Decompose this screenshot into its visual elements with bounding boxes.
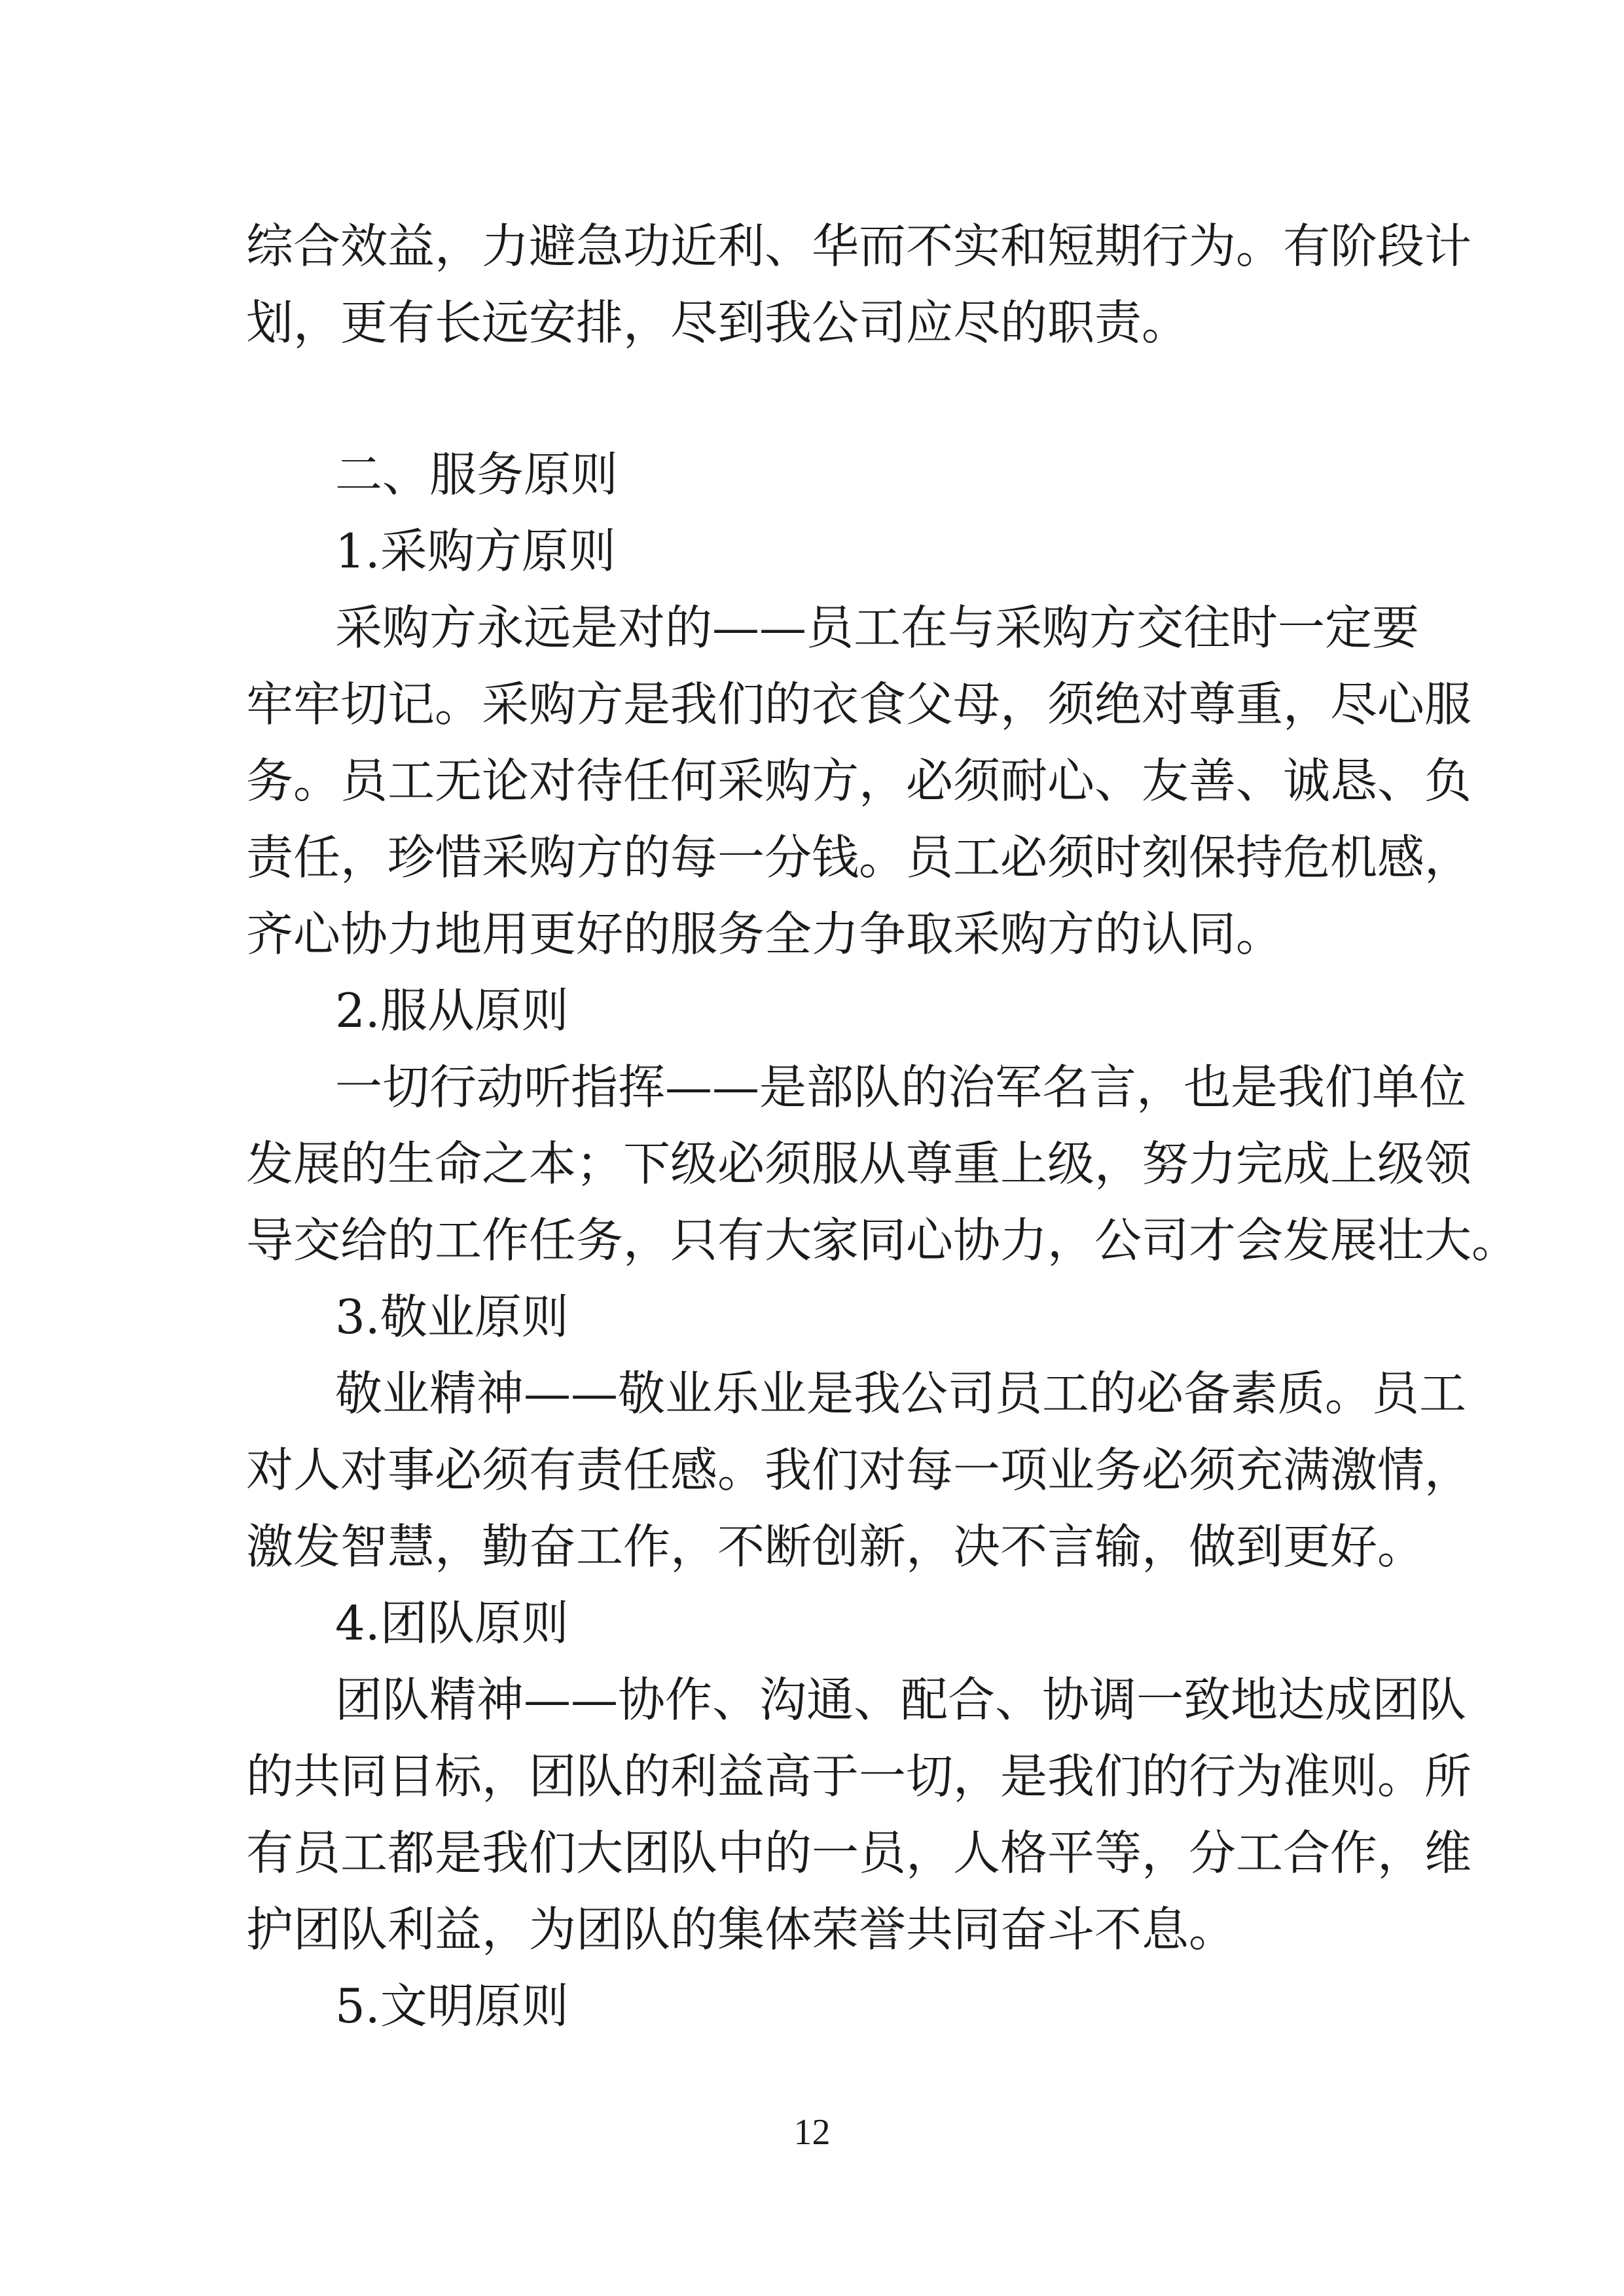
page-number: 12: [793, 2112, 831, 2153]
principle-4-title: 4.团队原则: [335, 1596, 569, 1651]
intro-line-2: 划，更有长远安排，尽到我公司应尽的职责。: [246, 295, 1189, 350]
principle-3-title: 3.敬业原则: [335, 1289, 569, 1344]
intro-line-1: 综合效益，力避急功近利、华而不实和短期行为。有阶段计: [246, 219, 1472, 274]
section-title: 二、服务原则: [335, 447, 619, 502]
principle-4-line-4: 护团队利益，为团队的集体荣誉共同奋斗不息。: [246, 1902, 1236, 1957]
principle-3-line-3: 激发智慧，勤奋工作，不断创新，决不言输，做到更好。: [246, 1519, 1425, 1574]
principle-2-line-1: 一切行动听指挥——是部队的治军名言，也是我们单位: [335, 1060, 1467, 1115]
principle-1-title: 1.采购方原则: [335, 524, 616, 579]
principle-1-line-3: 务。员工无论对待任何采购方，必须耐心、友善、诚恳、负: [246, 753, 1472, 808]
principle-1-line-5: 齐心协力地用更好的服务全力争取采购方的认同。: [246, 906, 1284, 961]
principle-4-line-3: 有员工都是我们大团队中的一员，人格平等，分工合作，维: [246, 1825, 1472, 1880]
principle-3-line-2: 对人对事必须有责任感。我们对每一项业务必须充满激情，: [246, 1443, 1472, 1498]
principle-2-title: 2.服从原则: [335, 983, 569, 1038]
principle-2-line-2: 发展的生命之本；下级必须服从尊重上级，努力完成上级领: [246, 1136, 1472, 1191]
principle-3-line-1: 敬业精神——敬业乐业是我公司员工的必备素质。员工: [335, 1366, 1467, 1421]
principle-1-line-4: 责任，珍惜采购方的每一分钱。员工必须时刻保持危机感，: [246, 830, 1472, 885]
principle-5-title: 5.文明原则: [335, 1979, 569, 2034]
principle-1-line-1: 采购方永远是对的——员工在与采购方交往时一定要: [335, 600, 1420, 655]
principle-1-line-2: 牢牢切记。采购方是我们的衣食父母，须绝对尊重，尽心服: [246, 677, 1472, 732]
principle-4-line-1: 团队精神——协作、沟通、配合、协调一致地达成团队: [335, 1672, 1467, 1727]
principle-4-line-2: 的共同目标，团队的利益高于一切，是我们的行为准则。所: [246, 1749, 1472, 1804]
principle-2-line-3: 导交给的工作任务，只有大家同心协力，公司才会发展壮大。: [246, 1213, 1519, 1268]
